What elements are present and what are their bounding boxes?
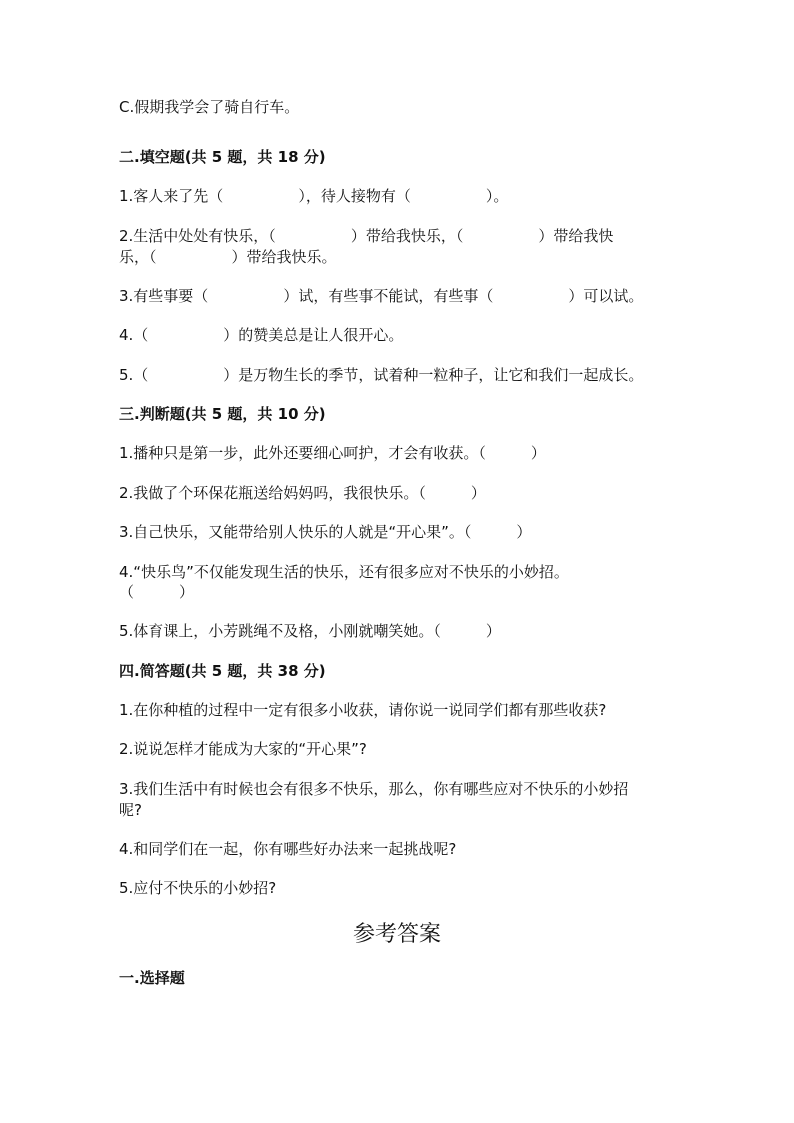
question-line: 5.体育课上，小芳跳绳不及格，小刚就嘲笑她。（ ） [119, 622, 501, 640]
question-line: 3.自己快乐，又能带给别人快乐的人就是“开心果”。（ ） [119, 523, 532, 541]
question-line: 乐，（ ）带给我快乐。 [119, 248, 337, 266]
question-line: 4.和同学们在一起，你有哪些好办法来一起挑战呢? [119, 840, 457, 858]
section-heading-true-false: 三.判断题(共 5 题，共 10 分) [119, 405, 326, 423]
question-line: 2.生活中处处有快乐，（ ）带给我快乐，（ ）带给我快 [119, 227, 614, 245]
option-c: C.假期我学会了骑自行车。 [119, 98, 300, 116]
question-line: 1.播种只是第一步，此外还要细心呵护，才会有收获。（ ） [119, 444, 546, 462]
answer-key-title: 参考答案 [352, 922, 441, 947]
question-line: （ ） [119, 583, 195, 601]
question-line: 2.说说怎样才能成为大家的“开心果”? [119, 740, 367, 758]
question-line: 2.我做了个环保花瓶送给妈妈吗，我很快乐。（ ） [119, 484, 486, 502]
question-line: 4.（ ）的赞美总是让人很开心。 [119, 326, 404, 344]
question-line: 1.在你种植的过程中一定有很多小收获，请你说一说同学们都有那些收获? [119, 701, 607, 719]
section-heading-short-answer: 四.简答题(共 5 题，共 38 分) [119, 662, 326, 680]
question-line: 3.有些事要（ ）试，有些事不能试，有些事（ ）可以试。 [119, 287, 644, 305]
question-line: 呢? [119, 801, 142, 819]
question-line: 5.（ ）是万物生长的季节，试着种一粒种子，让它和我们一起成长。 [119, 366, 644, 384]
question-line: 3.我们生活中有时候也会有很多不快乐，那么，你有哪些应对不快乐的小妙招 [119, 780, 629, 798]
question-line: 1.客人来了先（ ），待人接物有（ ）。 [119, 187, 509, 205]
question-line: 4.“快乐鸟”不仅能发现生活的快乐，还有很多应对不快乐的小妙招。 [119, 563, 569, 581]
section-heading-fill-blank: 二.填空题(共 5 题，共 18 分) [119, 148, 326, 166]
question-line: 5.应付不快乐的小妙招? [119, 879, 277, 897]
section-heading-multiple-choice: 一.选择题 [119, 969, 185, 987]
